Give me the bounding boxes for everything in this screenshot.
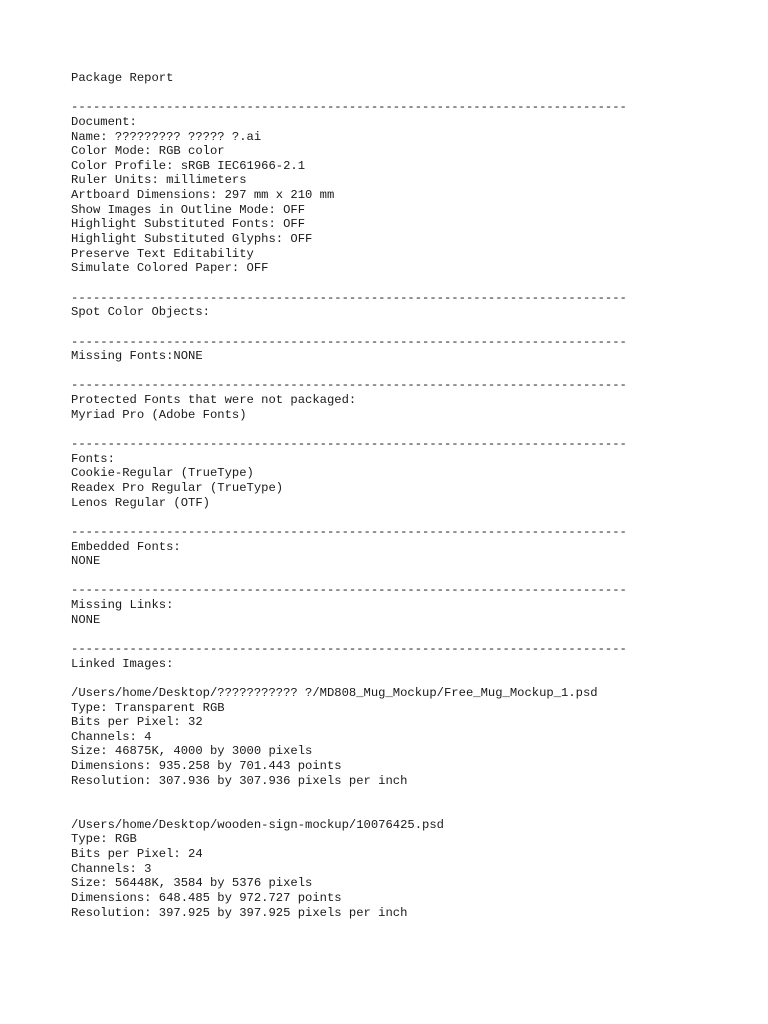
linked-image-size: Size: 46875K, 4000 by 3000 pixels	[71, 744, 313, 759]
fonts-heading: Fonts:	[71, 451, 115, 466]
protected-font-item: Myriad Pro (Adobe Fonts)	[71, 407, 247, 422]
separator: ----------------------------------------------------------------------------	[71, 290, 627, 305]
document-highlight-glyphs: Highlight Substituted Glyphs: OFF	[71, 232, 313, 247]
document-ruler-units: Ruler Units: millimeters	[71, 173, 247, 188]
embedded-fonts-heading: Embedded Fonts:	[71, 539, 181, 554]
separator: ----------------------------------------------------------------------------	[71, 437, 627, 452]
linked-image-resolution: Resolution: 397.925 by 397.925 pixels per inch	[71, 905, 408, 920]
linked-image-size: Size: 56448K, 3584 by 5376 pixels	[71, 876, 313, 891]
linked-image-channels: Channels: 4	[71, 729, 152, 744]
document-color-mode: Color Mode: RGB color	[71, 144, 225, 159]
linked-image-bits: Bits per Pixel: 32	[71, 715, 203, 730]
spot-color-heading: Spot Color Objects:	[71, 305, 210, 320]
linked-images-section	[71, 642, 768, 920]
linked-image-resolution: Resolution: 307.936 by 307.936 pixels per inch	[71, 773, 408, 788]
embedded-fonts-section	[71, 525, 768, 569]
separator: ----------------------------------------------------------------------------	[71, 378, 627, 393]
linked-image-entry	[71, 686, 768, 788]
document-heading: Document:	[71, 114, 137, 129]
missing-fonts-heading: Missing Fonts:NONE	[71, 349, 203, 364]
document-color-profile: Color Profile: sRGB IEC61966-2.1	[71, 158, 306, 173]
separator: ----------------------------------------------------------------------------	[71, 524, 627, 539]
document-simulate-paper: Simulate Colored Paper: OFF	[71, 261, 269, 276]
separator: ----------------------------------------------------------------------------	[71, 583, 627, 598]
report-title: Package Report	[71, 71, 174, 85]
fonts-section	[71, 437, 768, 510]
font-item: Lenos Regular (OTF)	[71, 495, 210, 510]
protected-fonts-heading: Protected Fonts that were not packaged:	[71, 393, 357, 408]
document-artboard-dimensions: Artboard Dimensions: 297 mm x 210 mm	[71, 188, 335, 203]
spot-color-section	[71, 291, 768, 320]
linked-image-path: /Users/home/Desktop/??????????? ?/MD808_Mug_Mockup/Free_Mug_Mockup_1.psd	[71, 685, 598, 700]
linked-images-heading: Linked Images:	[71, 656, 174, 671]
missing-links-value: NONE	[71, 612, 101, 627]
linked-image-type: Type: Transparent RGB	[71, 700, 225, 715]
document-preserve-text: Preserve Text Editability	[71, 246, 254, 261]
linked-image-dimensions: Dimensions: 935.258 by 701.443 points	[71, 759, 342, 774]
separator: ----------------------------------------------------------------------------	[71, 100, 627, 115]
missing-links-section	[71, 583, 768, 627]
protected-fonts-section	[71, 378, 768, 422]
linked-image-bits: Bits per Pixel: 24	[71, 846, 203, 861]
document-outline-mode: Show Images in Outline Mode: OFF	[71, 202, 306, 217]
document-section	[71, 100, 768, 276]
missing-links-heading: Missing Links:	[71, 598, 174, 613]
linked-image-path: /Users/home/Desktop/wooden-sign-mockup/10076425.psd	[71, 817, 444, 832]
font-item: Readex Pro Regular (TrueType)	[71, 480, 284, 495]
embedded-fonts-value: NONE	[71, 554, 101, 569]
missing-fonts-section	[71, 335, 768, 364]
linked-image-type: Type: RGB	[71, 832, 137, 847]
separator: ----------------------------------------------------------------------------	[71, 641, 627, 656]
linked-image-dimensions: Dimensions: 648.485 by 972.727 points	[71, 890, 342, 905]
document-name: Name: ????????? ????? ?.ai	[71, 129, 262, 144]
font-item: Cookie-Regular (TrueType)	[71, 466, 254, 481]
document-highlight-fonts: Highlight Substituted Fonts: OFF	[71, 217, 306, 232]
separator: ----------------------------------------------------------------------------	[71, 334, 627, 349]
linked-image-channels: Channels: 3	[71, 861, 152, 876]
linked-image-entry	[71, 818, 768, 920]
